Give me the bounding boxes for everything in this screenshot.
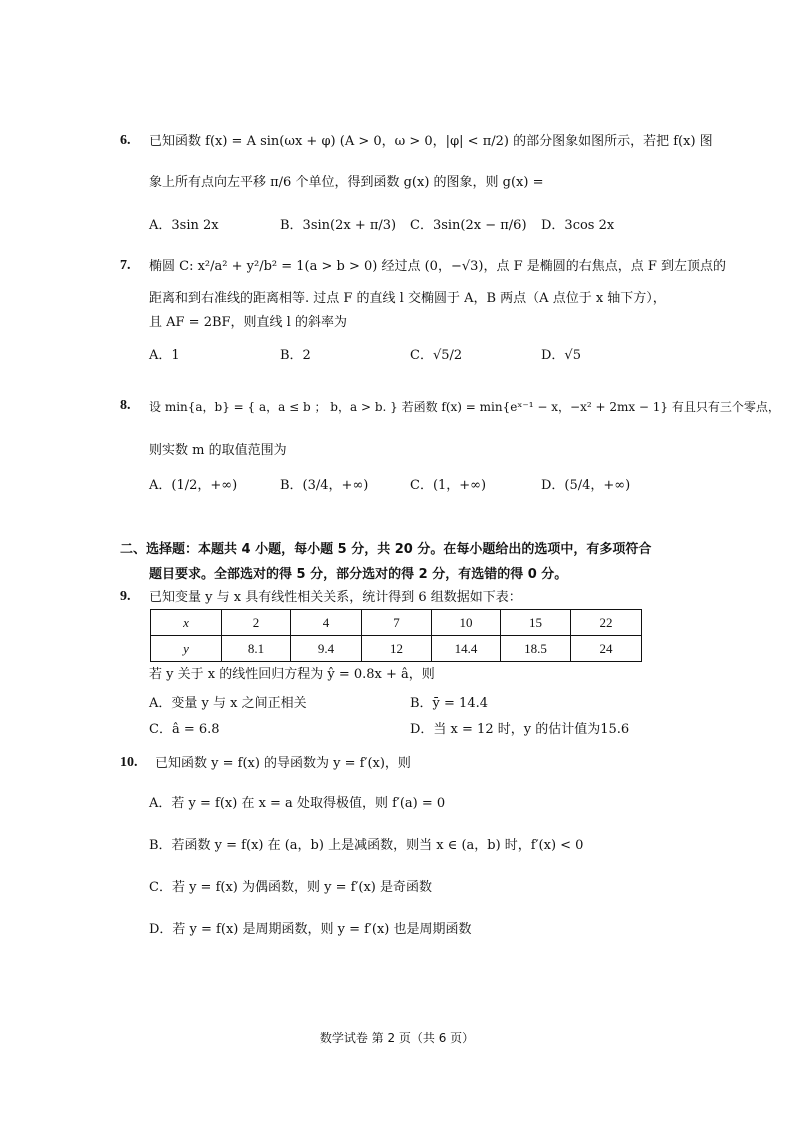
table-cell: 24 xyxy=(571,636,642,662)
question-6-text-line1: 已知函数 f(x) = A sin(ωx + φ) (A > 0，ω > 0，|φ| < π/2) 的部分图象如图所示，若把 f(x) 图 xyxy=(149,134,713,149)
table-row-y xyxy=(151,636,642,662)
question-9-option-d: D．当 x = 12 时，y 的估计值为15.6 xyxy=(410,722,630,737)
section-2-heading-line2: 题目要求。全部选对的得 5 分，部分选对的得 2 分，有选错的得 0 分。 xyxy=(149,567,568,582)
question-6-option-d: D．3cos 2x xyxy=(541,218,615,233)
table-cell: 9.4 xyxy=(291,636,362,662)
table-cell: 7 xyxy=(362,610,432,636)
table-cell: 15 xyxy=(501,610,571,636)
question-7-option-d: D．√5 xyxy=(541,348,581,363)
data-table xyxy=(150,609,642,662)
question-7-option-a: A．1 xyxy=(149,348,180,363)
table-header-x: x xyxy=(151,610,222,636)
question-8-option-c: C．(1，+∞) xyxy=(410,478,487,493)
question-6-option-a: A．3sin 2x xyxy=(149,218,219,233)
question-10-option-a: A．若 y = f(x) 在 x = a 处取得极值，则 f′(a) = 0 xyxy=(149,796,446,811)
question-9-option-c: C．â = 6.8 xyxy=(149,722,220,737)
question-7-text-line1: 椭圆 C: x²/a² + y²/b² = 1(a > b > 0) 经过点 (0，−√3)，点 F 是椭圆的右焦点，点 F 到左顶点的 xyxy=(149,259,727,274)
table-cell: 12 xyxy=(362,636,432,662)
question-number-6: 6. xyxy=(120,133,131,148)
question-8-option-b: B．(3/4，+∞) xyxy=(280,478,369,493)
question-9-text-line1: 已知变量 y 与 x 具有线性相关关系，统计得到 6 组数据如下表： xyxy=(149,590,522,605)
table-cell: 10 xyxy=(432,610,501,636)
question-6-option-b: B．3sin(2x + π/3) xyxy=(280,218,397,233)
question-7-text-line2: 距离和到右准线的距离相等. 过点 F 的直线 l 交椭圆于 A，B 两点（A 点位于 x 轴下方）， xyxy=(149,291,666,306)
table-cell: 14.4 xyxy=(432,636,501,662)
question-6-option-c: C．3sin(2x − π/6) xyxy=(410,218,527,233)
question-number-7: 7. xyxy=(120,258,131,273)
question-9-text-line2: 若 y 关于 x 的线性回归方程为 ŷ = 0.8x + â，则 xyxy=(149,667,435,682)
question-8-text-line1: 设 min{a，b} = { a，a ≤ b ； b，a > b. } 若函数 f(x) = min{eˣ⁻¹ − x，−x² + 2mx − 1} 有且只有三个零点， xyxy=(149,400,780,414)
question-9-option-b: B．ȳ = 14.4 xyxy=(410,696,489,711)
question-10-option-c: C．若 y = f(x) 为偶函数，则 y = f′(x) 是奇函数 xyxy=(149,880,433,895)
table-row-x xyxy=(151,610,642,636)
question-7-option-c: C．√5/2 xyxy=(410,348,463,363)
question-number-8: 8. xyxy=(120,398,131,413)
table-cell: 4 xyxy=(291,610,362,636)
question-10-option-b: B．若函数 y = f(x) 在 (a，b) 上是减函数，则当 x ∈ (a，b) 时，f′(x) < 0 xyxy=(149,838,584,853)
question-9-option-a: A．变量 y 与 x 之间正相关 xyxy=(149,696,307,711)
table-cell: 18.5 xyxy=(501,636,571,662)
question-7-text-line3: 且 AF = 2BF，则直线 l 的斜率为 xyxy=(149,315,347,330)
table-header-y: y xyxy=(151,636,222,662)
question-8-option-d: D．(5/4，+∞) xyxy=(541,478,631,493)
question-8-option-a: A．(1/2，+∞) xyxy=(149,478,238,493)
question-number-9: 9. xyxy=(120,589,131,604)
question-6-text-line2: 象上所有点向左平移 π/6 个单位，得到函数 g(x) 的图象，则 g(x) = xyxy=(149,175,544,190)
table-cell: 2 xyxy=(222,610,291,636)
question-10-text-line1: 已知函数 y = f(x) 的导函数为 y = f′(x)，则 xyxy=(155,756,411,771)
question-10-option-d: D．若 y = f(x) 是周期函数，则 y = f′(x) 也是周期函数 xyxy=(149,922,472,937)
table-cell: 22 xyxy=(571,610,642,636)
question-number-10: 10. xyxy=(120,755,138,770)
table-cell: 8.1 xyxy=(222,636,291,662)
section-2-heading-line1: 二、选择题：本题共 4 小题，每小题 5 分，共 20 分。在每小题给出的选项中，有多项符合 xyxy=(120,542,652,557)
question-7-option-b: B．2 xyxy=(280,348,311,363)
question-8-text-line2: 则实数 m 的取值范围为 xyxy=(149,443,287,458)
page-footer: 数学试卷 第 2 页（共 6 页） xyxy=(319,1031,475,1045)
